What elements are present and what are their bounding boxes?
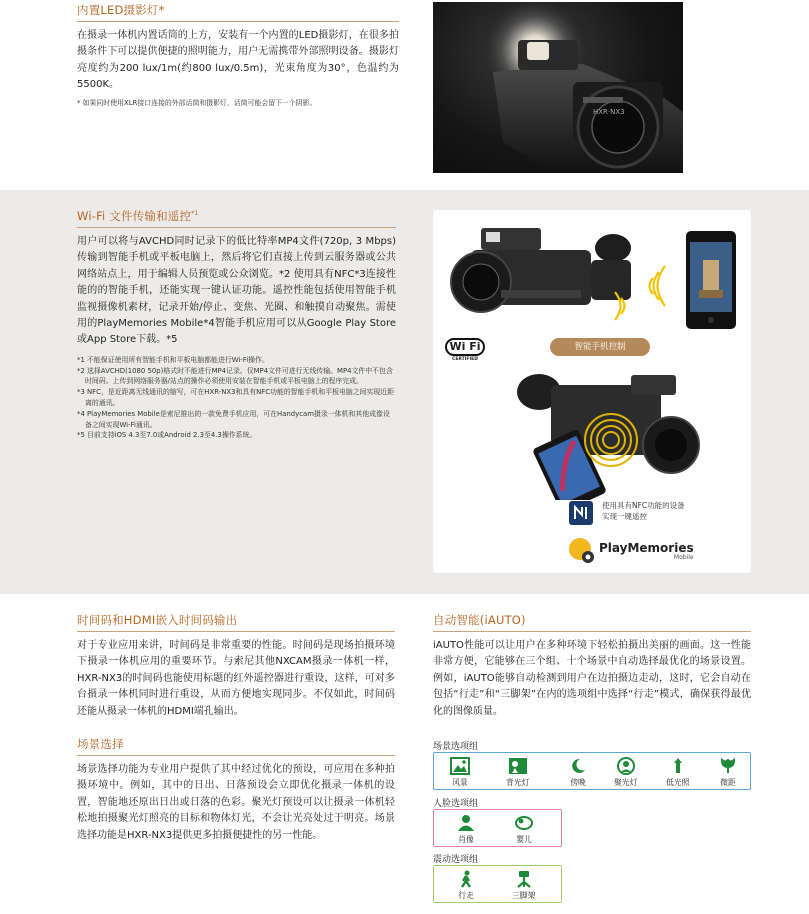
- wifi-note: *2 选择AVCHD(1080 50p)格式时不能进行MP4记录。仅MP4文件可进行无线传输。MP4文件中不包含时间码。上传到网络服务器/站点的操作必须使用安装在智能手机或平板电脑上的程序完成。: [77, 366, 393, 386]
- camcorder-led-photo: [433, 2, 683, 173]
- scene-group-box: [433, 752, 751, 790]
- tripod-icon: [514, 870, 534, 888]
- iauto-title: 自动智能(iAUTO): [433, 612, 751, 632]
- baby-icon: [514, 814, 534, 832]
- scene-block: [77, 736, 395, 844]
- wifi-text-block: [77, 208, 396, 441]
- motion-group-box: [433, 865, 562, 903]
- scene-item: 低光照: [666, 757, 689, 788]
- scene-item: 微距: [718, 757, 738, 788]
- wifi-note: *1 不能保证使用所有智能手机和平板电脑都能进行Wi-Fi操作。: [77, 355, 269, 364]
- wifi-note: *5 目前支持iOS 4.3至7.0或Android 2.3至4.3操作系统。: [77, 431, 257, 440]
- spotlight-icon: [616, 757, 636, 775]
- svg-text:HXR·NX3: HXR·NX3: [593, 108, 625, 116]
- backlight-icon: [508, 757, 528, 775]
- led-note: * 如果同时使用XLR接口连接的外部话筒和摄影灯，话筒可能会留下一个阴影。: [77, 98, 317, 107]
- wireless-waves-icon: [613, 260, 683, 330]
- scene-item: 傍晚: [568, 757, 588, 788]
- night-icon: [568, 757, 588, 775]
- led-text-block: [77, 2, 399, 108]
- wifi-notes: [77, 355, 396, 441]
- wifi-title: Wi-Fi 文件传输和遥控$^{*1}$: [77, 208, 396, 228]
- playmemories-logo: PlayMemories Mobile: [568, 537, 694, 565]
- macro-icon: [718, 757, 738, 775]
- wifi-section: [0, 190, 809, 594]
- motion-item: 行走: [456, 870, 476, 901]
- led-title: 内置LED摄影灯*: [77, 2, 399, 22]
- lowlight-icon: [668, 757, 688, 775]
- features-section: [0, 594, 809, 914]
- walking-icon: [456, 870, 476, 888]
- face-item: 肖像: [456, 814, 476, 845]
- portrait-icon: [456, 814, 476, 832]
- timecode-block: [77, 612, 395, 720]
- wifi-body: 用户可以将与AVCHD同时记录下的低比特率MP4文件(720p, 3 Mbps)传输到智能手机或平板电脑上，然后将它们直接上传到云服务器或公共网络站点上，用于编辑人员预览或公众浏览。*2 使用具有NFC*3连接性能的的智能手机，还能实现一键认证功能。遥控性能包括使用智能手机监视摄像机素材，记录开始/停止、变焦、光圈、和触摸自动聚焦。需使用的PlayMemories Mobile*4智能手机应用可以从Google Play Store或App Store下载。*5: [77, 236, 396, 346]
- timecode-body: 对于专业应用来讲，时间码是非常重要的性能。时间码是现场拍摄环境下摄录一体机应用的重要环节。与索尼其他NXCAM摄录一体机一样，HXR-NX3的时间码也能使用标题的红外遥控器进行重设，这样，可对多台摄录一体机同时进行重设，从而方便地实现同步。不仅如此，时间码还能从摄录一体机的HDMI端孔输出。: [77, 640, 395, 717]
- face-group-label: 人脸选项组: [433, 799, 479, 809]
- iauto-block: [433, 612, 751, 720]
- landscape-icon: [450, 757, 470, 775]
- scene-item: 风景: [450, 757, 470, 788]
- led-section: [0, 0, 809, 190]
- nfc-icon: [568, 500, 594, 526]
- face-item: 婴儿: [514, 814, 534, 845]
- motion-item: 三脚架: [512, 870, 535, 901]
- scene-group-label: 场景选项组: [433, 742, 479, 752]
- iauto-body: iAUTO性能可以让用户在多种环境下轻松拍摄出美丽的画面。这一性能非常方便，它能够在三个组、十个场景中自动选择最优化的场景设置。例如，iAUTO能够自动检测到用户在边拍摄边走动，这时，它会自动在包括“行走”和“三脚架”在内的选项组中选择“行走”模式，确保获得最优化的图像质量。: [433, 640, 751, 717]
- wifi-illustration-panel: [433, 210, 751, 573]
- motion-group-label: 震动选项组: [433, 855, 479, 865]
- wifi-note: *3 NFC，是近距离无线通讯的缩写，可在HXR-NX3和具有NFC功能的智能手机和平板电脑之间实现近距离的通讯。: [77, 388, 395, 408]
- face-group-box: [433, 809, 562, 847]
- nfc-note: 使用具有NFC功能的设备 实现一键遥控: [568, 500, 685, 526]
- timecode-title: 时间码和HDMI嵌入时间码输出: [77, 612, 395, 632]
- wifi-certified-logo: Wi Fi CERTIFIED: [445, 338, 485, 362]
- camcorder-nfc-icon: [511, 370, 701, 500]
- playmemories-icon: [568, 537, 596, 565]
- led-body: 在摄录一体机内置话筒的上方，安装有一个内置的LED摄影灯，在很多拍摄条件下可以提供便捷的照明能力，用户无需携带外部照明设备。摄影灯亮度约为200 lux/1m(约800 lux/0.5m)，光束角度为30°，色温约为5500K。: [77, 30, 399, 91]
- scene-body: 场景选择功能为专业用户提供了其中经过优化的预设，可应用在多种拍摄环境中。例如，其中的日出、日落预设会立即优化摄录一体机的设置，智能地还原出日出或日落的色彩。聚光灯预设可以让摄录一体机轻松地拍摄聚光灯照亮的目标和物体灯光，不会让光亮处过于明亮。场景选择功能是HXR-NX3提供更多拍摄便捷性的另一性能。: [77, 764, 395, 841]
- smartphone-icon: [685, 230, 737, 330]
- wifi-note: *4 PlayMemories Mobile是索尼推出的一款免费手机应用，可在Handycam摄录一体机和其他成像设备之间实现Wi-Fi通讯。: [77, 409, 390, 429]
- scene-item: 背光灯: [506, 757, 529, 788]
- smartphone-control-label: 智能手机控制: [550, 338, 650, 356]
- scene-title: 场景选择: [77, 736, 395, 756]
- scene-item: 聚光灯: [614, 757, 637, 788]
- camcorder-icon: [441, 220, 641, 330]
